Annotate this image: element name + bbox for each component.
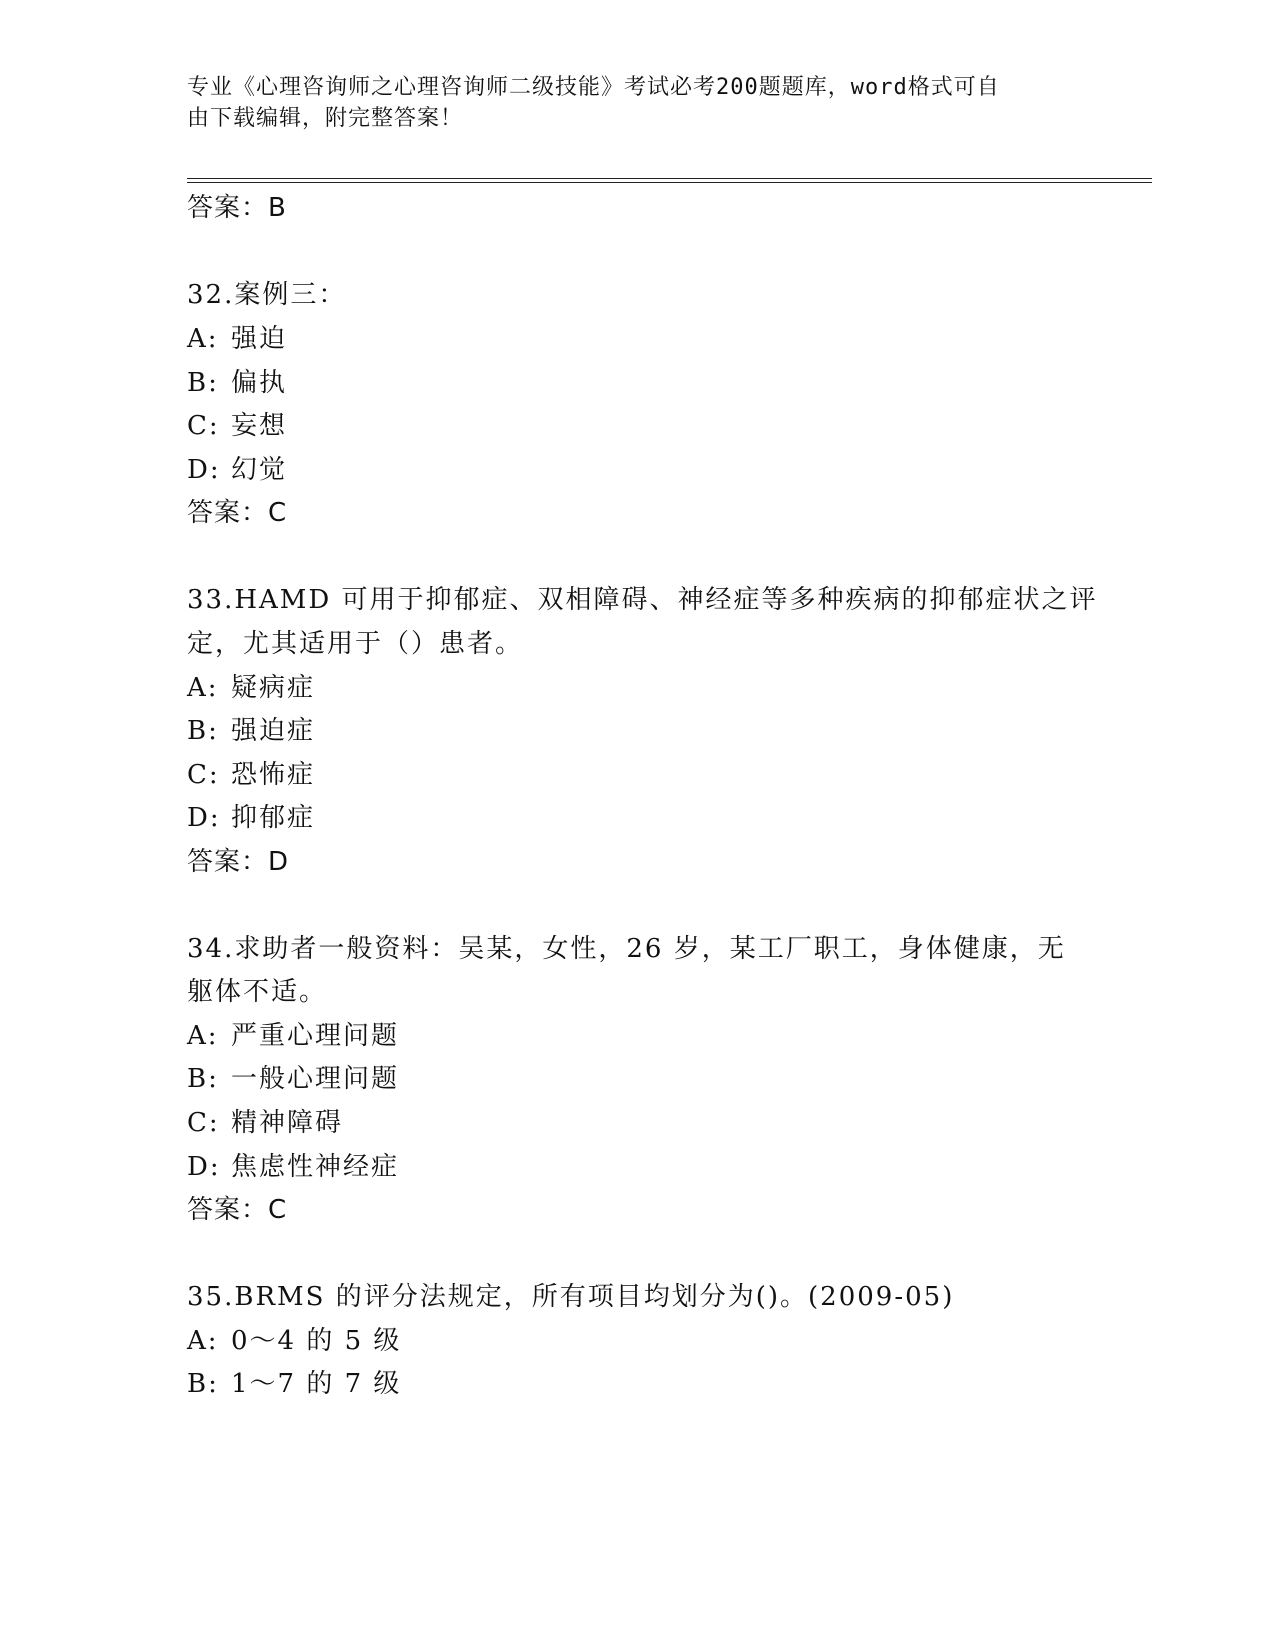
option-c xyxy=(187,759,1087,791)
option-b xyxy=(187,1368,1087,1400)
option-d xyxy=(187,1151,1087,1183)
option-key: C: xyxy=(187,760,220,790)
option-text: 精神障碍 xyxy=(231,1108,344,1138)
option-key: C: xyxy=(187,411,220,441)
option-key: B: xyxy=(187,1369,219,1399)
option-text: 强迫症 xyxy=(231,716,316,746)
question-stem: 32.案例三： xyxy=(187,280,347,310)
question-stem: 35.BRMS 的评分法规定，所有项目均划分为()。(2009-05) xyxy=(187,1282,955,1312)
option-b xyxy=(187,367,1087,399)
option-text: 焦虑性神经症 xyxy=(231,1152,400,1182)
option-text: 偏执 xyxy=(231,368,288,398)
question-answer: 答案：C xyxy=(187,498,288,528)
header-divider-top xyxy=(187,178,1152,179)
question-stem-continued: 定，尤其适用于（）患者。 xyxy=(187,629,524,659)
question-stem-continued: 躯体不适。 xyxy=(187,977,328,1007)
option-c xyxy=(187,410,1087,442)
header-line-1: 专业《心理咨询师之心理咨询师二级技能》考试必考200题题库，word格式可自 xyxy=(187,75,1000,100)
option-text: 妄想 xyxy=(231,411,288,441)
question-stem: 34.求助者一般资料：吴某，女性，26 岁，某工厂职工，身体健康，无 xyxy=(187,934,1066,964)
option-text: 强迫 xyxy=(231,324,288,354)
option-d xyxy=(187,454,1087,486)
option-text: 疑病症 xyxy=(231,673,316,703)
option-a xyxy=(187,323,1087,355)
option-c xyxy=(187,1107,1087,1139)
option-key: D: xyxy=(187,1152,221,1182)
option-key: B: xyxy=(187,716,219,746)
option-text: 幻觉 xyxy=(231,455,288,485)
question-answer: 答案：D xyxy=(187,847,290,877)
header-divider-bottom xyxy=(187,182,1152,183)
option-key: A: xyxy=(187,324,219,354)
option-key: D: xyxy=(187,803,221,833)
document-header xyxy=(187,72,1067,134)
option-key: A: xyxy=(187,1326,219,1356)
option-b xyxy=(187,715,1087,747)
header-line-2: 由下载编辑，附完整答案！ xyxy=(187,106,464,131)
previous-answer: 答案：B xyxy=(187,193,287,223)
option-text: 恐怖症 xyxy=(231,760,316,790)
option-key: A: xyxy=(187,673,219,703)
option-text: 0～4 的 5 级 xyxy=(231,1326,402,1356)
option-b xyxy=(187,1063,1087,1095)
option-a xyxy=(187,672,1087,704)
option-key: A: xyxy=(187,1021,219,1051)
option-a xyxy=(187,1020,1087,1052)
option-key: B: xyxy=(187,1064,219,1094)
option-text: 抑郁症 xyxy=(231,803,316,833)
option-key: B: xyxy=(187,368,219,398)
option-text: 一般心理问题 xyxy=(231,1064,400,1094)
option-a xyxy=(187,1325,1087,1357)
question-stem: 33.HAMD 可用于抑郁症、双相障碍、神经症等多种疾病的抑郁症状之评 xyxy=(187,585,1098,615)
option-d xyxy=(187,802,1087,834)
option-key: D: xyxy=(187,455,221,485)
option-text: 严重心理问题 xyxy=(231,1021,400,1051)
option-text: 1～7 的 7 级 xyxy=(231,1369,402,1399)
option-key: C: xyxy=(187,1108,220,1138)
question-answer: 答案：C xyxy=(187,1195,288,1225)
